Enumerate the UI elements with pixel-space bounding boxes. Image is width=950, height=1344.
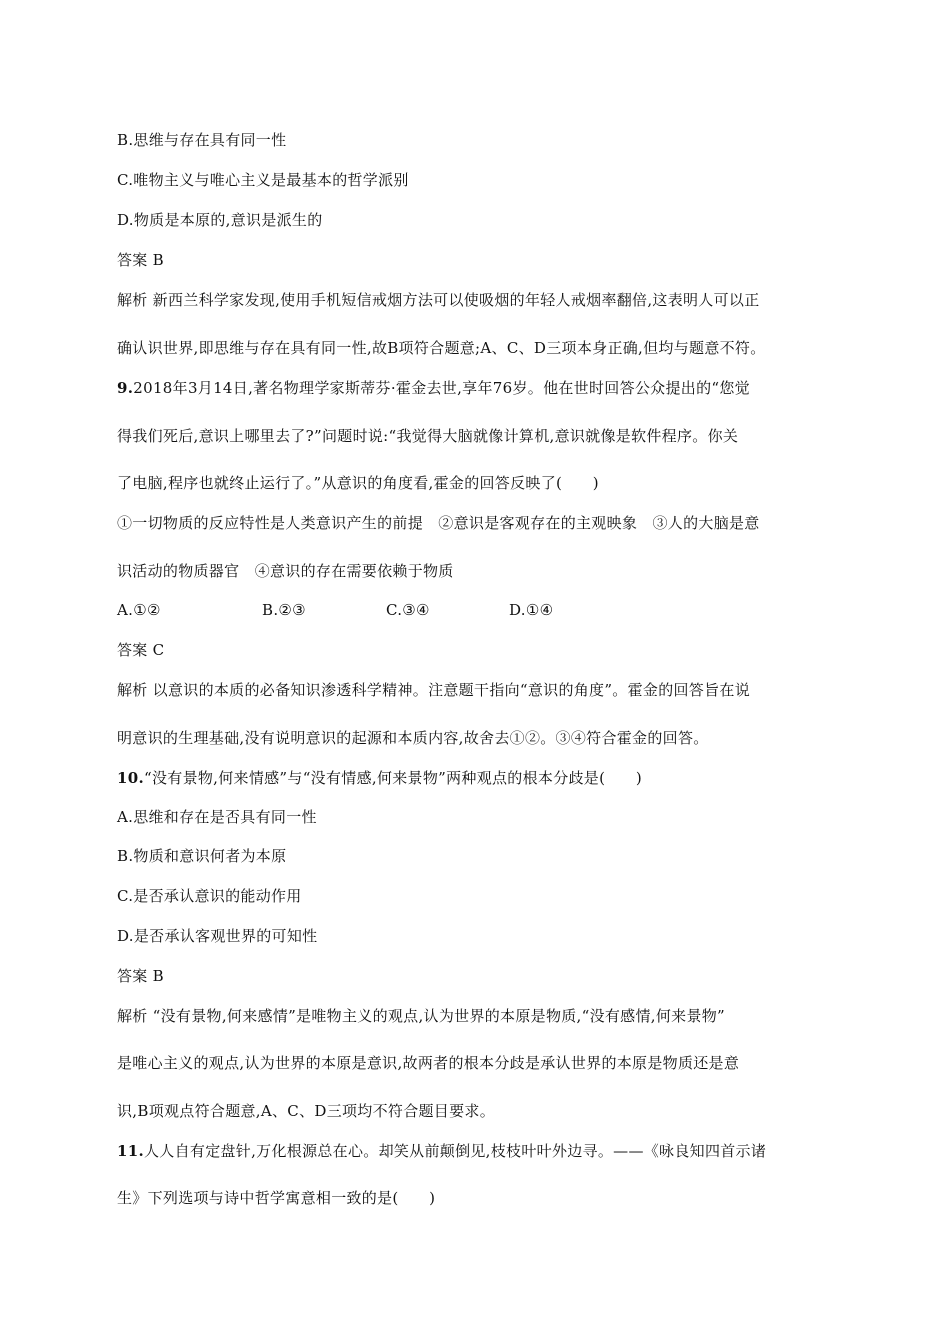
q9-choices-line-2: 识活动的物质器官 ④意识的存在需要依赖于物质: [117, 562, 454, 580]
q9-analysis-line-1: 解析 以意识的本质的必备知识渗透科学精神。注意题干指向“意识的角度”。霍金的回答旨在说: [117, 681, 751, 699]
q10-option-a: A.思维和存在是否具有同一性: [117, 808, 317, 826]
q9-option-d: D.①④: [509, 601, 554, 619]
q8-option-c: C.唯物主义与唯心主义是最基本的哲学派别: [117, 171, 409, 189]
q11-stem-line-1: [117, 1141, 766, 1161]
q8-option-b: B.思维与存在具有同一性: [117, 131, 287, 149]
q10-stem-text: “没有景物,何来情感”与“没有情感,何来景物”两种观点的根本分歧是( ): [144, 769, 643, 787]
q10-number: 10.: [117, 769, 144, 787]
q9-stem-line-3: 了电脑,程序也就终止运行了。”从意识的角度看,霍金的回答反映了( ): [117, 474, 599, 492]
q9-stem-text-1: 2018年3月14日,著名物理学家斯蒂芬·霍金去世,享年76岁。他在世时回答公众提出的“您觉: [133, 379, 750, 397]
q10-analysis-line-1: 解析 “没有景物,何来感情”是唯物主义的观点,认为世界的本原是物质,“没有感情,何来景物”: [117, 1007, 726, 1025]
q10-analysis-line-2: 是唯心主义的观点,认为世界的本原是意识,故两者的根本分歧是承认世界的本原是物质还是意: [117, 1054, 740, 1072]
q10-option-c: C.是否承认意识的能动作用: [117, 887, 302, 905]
q11-number: 11.: [117, 1142, 144, 1160]
q9-answer: 答案 C: [117, 641, 165, 659]
q9-choices-line-1: ①一切物质的反应特性是人类意识产生的前提 ②意识是客观存在的主观映象 ③人的大脑是意: [117, 514, 760, 532]
q9-option-a: A.①②: [117, 601, 161, 619]
q10-option-d: D.是否承认客观世界的可知性: [117, 927, 318, 945]
q9-analysis-line-2: 明意识的生理基础,没有说明意识的起源和本质内容,故舍去①②。③④符合霍金的回答。: [117, 729, 709, 747]
q8-analysis-line-2: 确认识世界,即思维与存在具有同一性,故B项符合题意;A、C、D三项本身正确,但均与题意不符。: [117, 339, 766, 357]
q10-option-b: B.物质和意识何者为本原: [117, 847, 287, 865]
q9-number: 9.: [117, 379, 134, 397]
q11-stem-text-1: 人人自有定盘针,万化根源总在心。却笑从前颠倒见,枝枝叶叶外边寻。——《咏良知四首示诸: [144, 1142, 767, 1160]
q9-stem-line-2: 得我们死后,意识上哪里去了?”问题时说:“我觉得大脑就像计算机,意识就像是软件程序。你关: [117, 427, 739, 445]
q8-option-d: D.物质是本原的,意识是派生的: [117, 211, 323, 229]
q11-stem-line-2: 生》下列选项与诗中哲学寓意相一致的是( ): [117, 1189, 436, 1207]
q10-analysis-line-3: 识,B项观点符合题意,A、C、D三项均不符合题目要求。: [117, 1102, 495, 1120]
q8-analysis-line-1: 解析 新西兰科学家发现,使用手机短信戒烟方法可以使吸烟的年轻人戒烟率翻倍,这表明人可以正: [117, 291, 760, 309]
q10-answer: 答案 B: [117, 967, 164, 985]
q9-option-b: B.②③: [262, 601, 306, 619]
q9-stem-line-1: [117, 378, 750, 398]
q10-stem: [117, 768, 642, 788]
q8-answer: 答案 B: [117, 251, 164, 269]
q9-option-c: C.③④: [386, 601, 430, 619]
